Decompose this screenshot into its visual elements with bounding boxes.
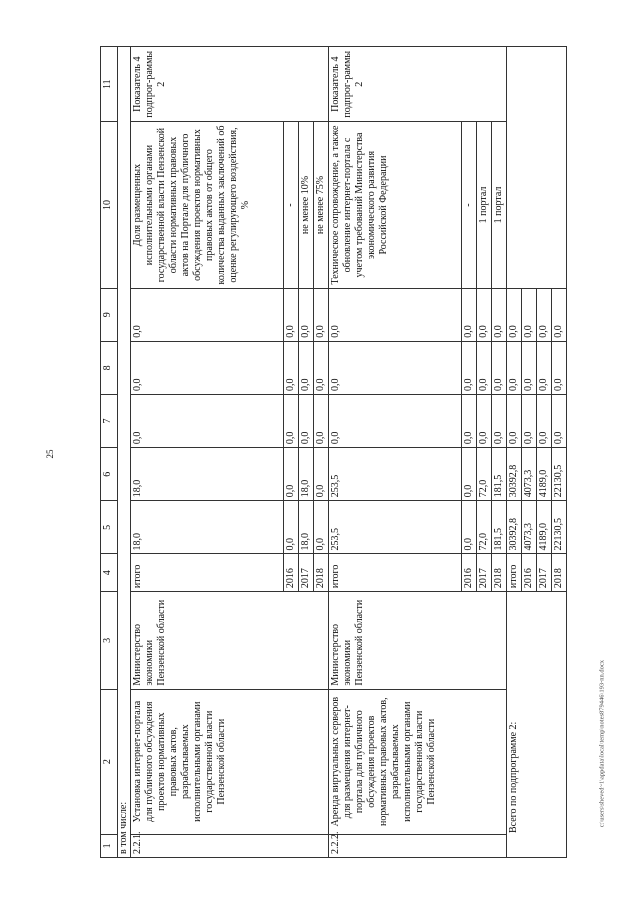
value-cell: 0,0	[522, 288, 537, 341]
year-cell: 2016	[284, 554, 299, 592]
value-cell: 0,0	[552, 394, 567, 447]
value-cell: 0,0	[329, 394, 462, 447]
value-cell: 0,0	[477, 394, 492, 447]
item-name: Установка интернет-портала для публичного обсуждения проектов нормативных правовых актов, разрабатываемых исполнительными органами государственной власти Пензенской области	[131, 689, 329, 834]
year-cell: итого	[329, 554, 462, 592]
value-cell: 0,0	[314, 501, 329, 554]
value-cell: 0,0	[522, 394, 537, 447]
value-cell: 4189,0	[537, 501, 552, 554]
header-col-9: 9	[101, 288, 118, 341]
value-cell: 22130,5	[552, 448, 567, 501]
header-col-7: 7	[101, 394, 118, 447]
value-cell: 0,0	[507, 394, 522, 447]
value-cell: 0,0	[314, 448, 329, 501]
year-cell: 2018	[552, 554, 567, 592]
program-table	[100, 46, 567, 858]
value-cell: 253,5	[329, 501, 462, 554]
header-col-5: 5	[101, 501, 118, 554]
value-cell: 0,0	[314, 288, 329, 341]
program-table-sheet	[100, 46, 596, 858]
header-col-1: 1	[101, 834, 118, 857]
header-col-6: 6	[101, 448, 118, 501]
value-cell: 0,0	[462, 448, 477, 501]
value-cell: 0,0	[284, 288, 299, 341]
header-col-11: 11	[101, 47, 118, 122]
header-col-10: 10	[101, 122, 118, 288]
indicator-reference: Показатель 4 подпрог-раммы 2	[131, 47, 329, 122]
header-row	[101, 47, 118, 858]
value-cell: 0,0	[284, 394, 299, 447]
including-label: в том числе:	[118, 47, 131, 858]
value-cell: 18,0	[299, 448, 314, 501]
value-cell: 0,0	[492, 394, 507, 447]
header-col-4: 4	[101, 554, 118, 592]
value-cell: 0,0	[284, 448, 299, 501]
value-cell: 0,0	[537, 394, 552, 447]
value-cell: 0,0	[552, 341, 567, 394]
indicator-year-value: не менее 75%	[314, 122, 329, 288]
value-cell: 30392,8	[507, 501, 522, 554]
table-row	[329, 47, 462, 858]
page-number: 25	[45, 449, 55, 459]
value-cell: 4189,0	[537, 448, 552, 501]
indicator-year-value: -	[462, 122, 477, 288]
value-cell: 0,0	[507, 341, 522, 394]
value-cell: 0,0	[552, 288, 567, 341]
value-cell: 0,0	[329, 288, 462, 341]
year-cell: 2018	[314, 554, 329, 592]
value-cell: 22130,5	[552, 501, 567, 554]
value-cell: 0,0	[299, 394, 314, 447]
year-cell: итого	[507, 554, 522, 592]
item-name: Аренда виртуальных серверов для размещения интернет-портала для публичного обсуждения проектов нормативных правовых актов, разрабатываемых исполнительными органами государственной власти Пензенской области	[329, 689, 507, 834]
total-empty-cell	[507, 47, 567, 289]
value-cell: 0,0	[462, 341, 477, 394]
indicator-year-value: не менее 10%	[299, 122, 314, 288]
value-cell: 72,0	[477, 501, 492, 554]
value-cell: 0,0	[314, 341, 329, 394]
value-cell: 181,5	[492, 501, 507, 554]
value-cell: 253,5	[329, 448, 462, 501]
value-cell: 0,0	[507, 288, 522, 341]
item-executor: Министерство экономики Пензенской области	[131, 592, 329, 689]
year-cell: итого	[131, 554, 284, 592]
value-cell: 0,0	[522, 341, 537, 394]
value-cell: 72,0	[477, 448, 492, 501]
value-cell: 18,0	[131, 448, 284, 501]
indicator-year-value: 1 портал	[492, 122, 507, 288]
indicator-text: Доля размещенных исполнительными органами государственной власти Пензенской области нормативных правовых актов на Портале для публичного обсуждения проектов нормативных правовых актов от общего количества выданных заключений об оценке регулирующего воздействия, %	[131, 122, 284, 288]
item-executor: Министерство экономики Пензенской области	[329, 592, 507, 689]
value-cell: 0,0	[462, 288, 477, 341]
value-cell: 0,0	[462, 394, 477, 447]
total-label: Всего по подпрограмме 2:	[507, 592, 567, 858]
indicator-text: Техническое сопровождение, а также обновление интернет-портала с учетом требований Министерства экономического развития Российской Федерации	[329, 122, 462, 288]
year-cell: 2017	[537, 554, 552, 592]
value-cell: 0,0	[462, 501, 477, 554]
value-cell: 0,0	[492, 341, 507, 394]
indicator-year-value: 1 портал	[477, 122, 492, 288]
item-number: 2.2.2.	[329, 834, 507, 857]
year-cell: 2017	[477, 554, 492, 592]
value-cell: 0,0	[284, 341, 299, 394]
value-cell: 0,0	[477, 341, 492, 394]
value-cell: 30392,8	[507, 448, 522, 501]
year-cell: 2016	[462, 554, 477, 592]
header-col-3: 3	[101, 592, 118, 689]
year-cell: 2018	[492, 554, 507, 592]
value-cell: 0,0	[329, 341, 462, 394]
indicator-reference: Показатель 4 подпрог-раммы 2	[329, 47, 507, 122]
value-cell: 0,0	[492, 288, 507, 341]
value-cell: 4073,3	[522, 501, 537, 554]
value-cell: 4073,3	[522, 448, 537, 501]
value-cell: 18,0	[131, 501, 284, 554]
header-col-8: 8	[101, 341, 118, 394]
item-number: 2.2.1.	[131, 834, 329, 857]
value-cell: 0,0	[299, 341, 314, 394]
value-cell: 0,0	[131, 394, 284, 447]
indicator-year-value: -	[284, 122, 299, 288]
value-cell: 0,0	[131, 341, 284, 394]
year-cell: 2017	[299, 554, 314, 592]
total-row	[507, 47, 522, 858]
value-cell: 0,0	[537, 288, 552, 341]
including-row	[118, 47, 131, 858]
value-cell: 0,0	[537, 341, 552, 394]
value-cell: 0,0	[284, 501, 299, 554]
value-cell: 181,5	[492, 448, 507, 501]
value-cell: 0,0	[131, 288, 284, 341]
value-cell: 0,0	[314, 394, 329, 447]
table-row	[131, 47, 284, 858]
header-col-2: 2	[101, 689, 118, 834]
value-cell: 18,0	[299, 501, 314, 554]
value-cell: 0,0	[299, 288, 314, 341]
footer-file-path: c:\users\sheved~1\appdata\local\temp\notes879446\193-nn.docx	[598, 660, 606, 828]
year-cell: 2016	[522, 554, 537, 592]
value-cell: 0,0	[477, 288, 492, 341]
